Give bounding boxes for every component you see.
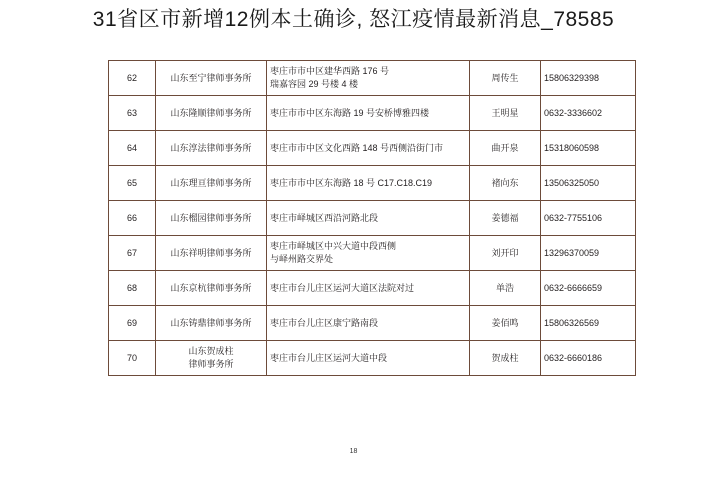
cell-firm-name bbox=[156, 61, 267, 96]
firm-name-line: 山东铸鼎律师事务所 bbox=[170, 317, 252, 328]
cell-address bbox=[267, 166, 470, 201]
cell-phone: 15806326569 bbox=[541, 306, 636, 341]
cell-firm-name bbox=[156, 201, 267, 236]
cell-index: 62 bbox=[109, 61, 156, 96]
cell-address bbox=[267, 271, 470, 306]
address-line: 枣庄市峄城区中兴大道中段西侧 bbox=[270, 241, 397, 251]
cell-address bbox=[267, 201, 470, 236]
cell-index: 69 bbox=[109, 306, 156, 341]
cell-firm-name bbox=[156, 166, 267, 201]
cell-address bbox=[267, 341, 470, 376]
cell-firm-name bbox=[156, 341, 267, 376]
cell-contact-person: 周传生 bbox=[470, 61, 541, 96]
table-row bbox=[109, 201, 636, 236]
cell-contact-person: 王明星 bbox=[470, 96, 541, 131]
cell-contact-person: 姜佰鸣 bbox=[470, 306, 541, 341]
firm-name-line: 山东京杭律师事务所 bbox=[170, 282, 252, 293]
table-body bbox=[109, 61, 636, 376]
address-line: 与峄州路交界处 bbox=[270, 254, 334, 264]
cell-contact-person: 单浩 bbox=[470, 271, 541, 306]
cell-contact-person: 姜德福 bbox=[470, 201, 541, 236]
table-row bbox=[109, 96, 636, 131]
table-row bbox=[109, 61, 636, 96]
cell-address bbox=[267, 236, 470, 271]
cell-firm-name bbox=[156, 96, 267, 131]
page-title: 31省区市新增12例本土确诊, 怒江疫情最新消息_78585 bbox=[92, 8, 615, 31]
table-row bbox=[109, 236, 636, 271]
cell-phone: 13296370059 bbox=[541, 236, 636, 271]
table-row bbox=[109, 306, 636, 341]
cell-index: 70 bbox=[109, 341, 156, 376]
table-row bbox=[109, 271, 636, 306]
cell-firm-name bbox=[156, 306, 267, 341]
address-line: 枣庄市峄城区西沿河路北段 bbox=[270, 212, 379, 223]
cell-phone: 0632-7755106 bbox=[541, 201, 636, 236]
table-row bbox=[109, 131, 636, 166]
table-row bbox=[109, 341, 636, 376]
cell-index: 65 bbox=[109, 166, 156, 201]
cell-firm-name bbox=[156, 271, 267, 306]
address-line: 枣庄市台儿庄区运河大道区法院对过 bbox=[270, 282, 415, 293]
cell-index: 63 bbox=[109, 96, 156, 131]
cell-phone: 15318060598 bbox=[541, 131, 636, 166]
cell-phone: 0632-6660186 bbox=[541, 341, 636, 376]
cell-address bbox=[267, 96, 470, 131]
cell-contact-person: 贺成柱 bbox=[470, 341, 541, 376]
address-line: 枣庄市市中区东海路 18 号 C17.C18.C19 bbox=[270, 177, 433, 188]
cell-contact-person: 褚向东 bbox=[470, 166, 541, 201]
address-line: 枣庄市市中区东海路 19 号安桥博雅四楼 bbox=[270, 107, 430, 118]
firm-name-line: 山东至宁律师事务所 bbox=[170, 72, 252, 83]
cell-address bbox=[267, 306, 470, 341]
cell-address bbox=[267, 131, 470, 166]
cell-firm-name bbox=[156, 236, 267, 271]
cell-firm-name bbox=[156, 131, 267, 166]
cell-phone: 0632-6666659 bbox=[541, 271, 636, 306]
firm-name-line: 山东淳法律师事务所 bbox=[170, 142, 252, 153]
page-number: 18 bbox=[349, 448, 358, 455]
cell-phone: 0632-3336602 bbox=[541, 96, 636, 131]
address-line: 瑞嘉容园 29 号楼 4 楼 bbox=[270, 79, 359, 89]
address-line: 枣庄市台儿庄区康宁路南段 bbox=[270, 317, 379, 328]
cell-index: 68 bbox=[109, 271, 156, 306]
table-row bbox=[109, 166, 636, 201]
cell-index: 66 bbox=[109, 201, 156, 236]
cell-phone: 13506325050 bbox=[541, 166, 636, 201]
cell-index: 67 bbox=[109, 236, 156, 271]
firm-name-line: 律师事务所 bbox=[188, 359, 234, 369]
cell-contact-person: 曲开泉 bbox=[470, 131, 541, 166]
cell-index: 64 bbox=[109, 131, 156, 166]
firm-name-line: 山东榴园律师事务所 bbox=[170, 212, 252, 223]
firm-name-line: 山东贺成柱 bbox=[188, 346, 234, 356]
cell-contact-person: 刘开印 bbox=[470, 236, 541, 271]
document-body bbox=[108, 60, 603, 376]
firm-name-line: 山东祥明律师事务所 bbox=[170, 247, 252, 258]
firm-name-line: 山东理亘律师事务所 bbox=[170, 177, 252, 188]
address-line: 枣庄市台儿庄区运河大道中段 bbox=[270, 352, 388, 363]
cell-phone: 15806329398 bbox=[541, 61, 636, 96]
cell-address bbox=[267, 61, 470, 96]
lawyer-firms-table bbox=[108, 60, 636, 376]
firm-name-line: 山东隆顺律师事务所 bbox=[170, 107, 252, 118]
address-line: 枣庄市市中区文化西路 148 号西侧沿街门市 bbox=[270, 142, 444, 153]
address-line: 枣庄市市中区建华西路 176 号 bbox=[270, 66, 390, 76]
